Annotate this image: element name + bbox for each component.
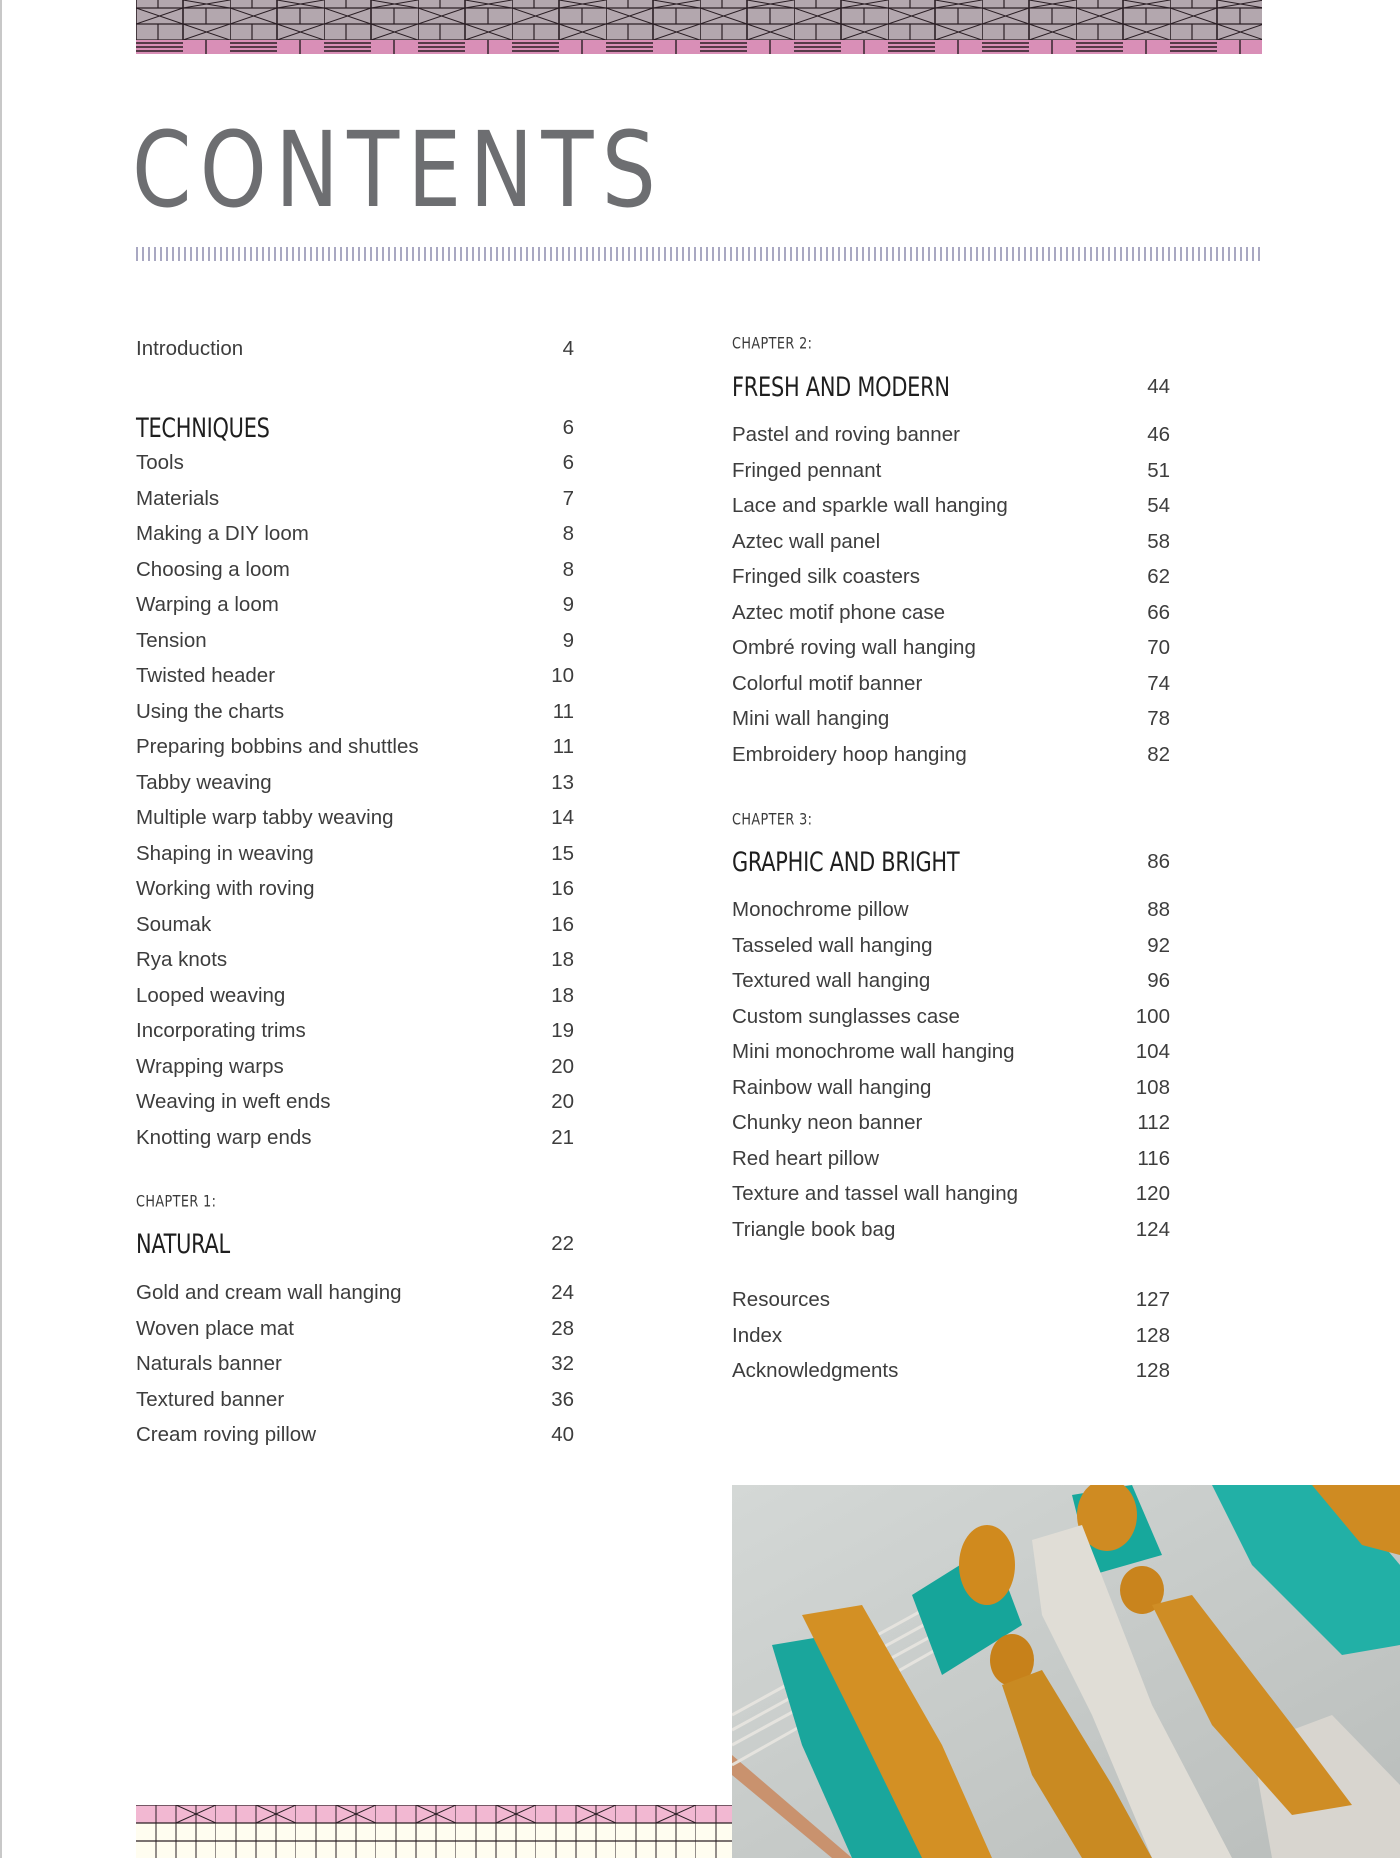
- toc-entry-page: 13: [551, 770, 574, 794]
- toc-entry[interactable]: [136, 1123, 574, 1153]
- toc-entry[interactable]: [136, 1420, 574, 1450]
- toc-entry[interactable]: [732, 491, 1170, 521]
- toc-entry[interactable]: [136, 1278, 574, 1308]
- toc-entry-acknowledgments[interactable]: [732, 1356, 1170, 1386]
- toc-entry[interactable]: [136, 1087, 574, 1117]
- section-page: 44: [1147, 375, 1170, 398]
- toc-entry-page: 14: [551, 806, 574, 829]
- toc-entry[interactable]: [732, 1108, 1170, 1138]
- toc-entry-page: 51: [1147, 458, 1170, 482]
- toc-entry-label: Rya knots: [136, 948, 228, 971]
- toc-entry-page: 124: [1135, 1217, 1170, 1241]
- section-heading-techniques[interactable]: [136, 410, 574, 446]
- toc-entry-label: Monochrome pillow: [732, 898, 909, 921]
- toc-entry-label: Aztec motif phone case: [732, 600, 946, 624]
- toc-entry-label: Using the charts: [136, 699, 285, 723]
- toc-entry[interactable]: [136, 1349, 574, 1379]
- section-page: 22: [551, 1232, 574, 1255]
- toc-entry-page: 108: [1135, 1075, 1170, 1099]
- toc-entry-label: Embroidery hoop hanging: [732, 742, 967, 766]
- toc-entry-page: 28: [551, 1316, 574, 1340]
- toc-entry-page: 92: [1147, 933, 1170, 957]
- title-tick-divider: [136, 247, 1262, 261]
- toc-entry[interactable]: [136, 803, 574, 833]
- page-title: CONTENTS: [132, 109, 665, 231]
- toc-entry-label: Working with roving: [136, 877, 315, 900]
- toc-entry-page: 21: [551, 1125, 574, 1149]
- toc-entry[interactable]: [732, 966, 1170, 996]
- toc-entry[interactable]: [732, 1179, 1170, 1209]
- toc-entry-resources[interactable]: [732, 1285, 1170, 1315]
- toc-entry-label: Tabby weaving: [136, 770, 272, 794]
- toc-entry-page: 36: [551, 1387, 574, 1411]
- toc-entry-page: 128: [1135, 1323, 1170, 1347]
- toc-entry[interactable]: [732, 420, 1170, 450]
- toc-entry-page: 54: [1147, 494, 1170, 517]
- toc-entry-page: 11: [552, 735, 574, 758]
- toc-entry-label: Index: [732, 1323, 783, 1347]
- toc-entry-page: 116: [1137, 1146, 1170, 1170]
- toc-entry-label: Pastel and roving banner: [732, 423, 960, 446]
- toc-entry-label: Wrapping warps: [136, 1054, 284, 1078]
- toc-entry[interactable]: [136, 910, 574, 940]
- toc-entry-label: Ombré roving wall hanging: [732, 636, 976, 659]
- toc-entry-label: Textured wall hanging: [732, 969, 931, 992]
- toc-entry[interactable]: [136, 1052, 574, 1082]
- toc-entry-page: 88: [1147, 898, 1170, 921]
- toc-entry-label: Texture and tassel wall hanging: [732, 1182, 1019, 1205]
- toc-entry-page: 11: [552, 699, 574, 723]
- toc-entry-label: Materials: [136, 486, 220, 510]
- toc-entry-page: 19: [551, 1019, 574, 1042]
- toc-entry-page: 16: [551, 877, 574, 900]
- toc-entry[interactable]: [732, 740, 1170, 770]
- toc-entry-page: 66: [1147, 600, 1170, 624]
- toc-entry-page: 18: [551, 983, 574, 1007]
- toc-entry-page: 8: [562, 522, 574, 545]
- toc-entry[interactable]: [732, 1037, 1170, 1067]
- section-heading-graphic-and-bright[interactable]: [732, 844, 1170, 880]
- bottom-weaving-chart-band: [136, 1805, 732, 1858]
- toc-entry[interactable]: [732, 527, 1170, 557]
- toc-entry-page: 8: [562, 557, 574, 581]
- toc-entry-page: 9: [562, 593, 574, 616]
- toc-entry-label: Mini wall hanging: [732, 707, 890, 730]
- toc-entry[interactable]: [732, 1002, 1170, 1032]
- toc-entry[interactable]: [136, 519, 574, 549]
- toc-entry-label: Cream roving pillow: [136, 1423, 317, 1446]
- toc-entry[interactable]: [732, 895, 1170, 925]
- toc-entry-page: 6: [562, 451, 574, 474]
- toc-entry[interactable]: [136, 448, 574, 478]
- toc-entry-label: Red heart pillow: [732, 1146, 879, 1170]
- section-title: TECHNIQUES: [136, 412, 270, 444]
- woven-wall-hanging-photo: [732, 1485, 1400, 1858]
- toc-entry-page: 10: [551, 664, 574, 687]
- toc-entry-label: Tension: [136, 628, 207, 652]
- toc-entry-label: Chunky neon banner: [732, 1111, 923, 1134]
- chapter-label: CHAPTER 2:: [732, 333, 813, 353]
- toc-entry[interactable]: [136, 1314, 574, 1344]
- toc-entry-label: Triangle book bag: [732, 1217, 896, 1241]
- toc-entry[interactable]: [732, 931, 1170, 961]
- toc-entry-label: Shaping in weaving: [136, 841, 314, 865]
- toc-entry-page: 40: [551, 1423, 574, 1446]
- section-page: 86: [1147, 850, 1170, 873]
- page-edge-line: [0, 0, 2, 1858]
- toc-entry-label: Fringed silk coasters: [732, 565, 920, 588]
- toc-entry-page: 32: [551, 1352, 574, 1375]
- section-title: GRAPHIC AND BRIGHT: [732, 846, 960, 878]
- weaving-chart-pattern-icon: [136, 0, 1262, 54]
- toc-entry[interactable]: [136, 590, 574, 620]
- chapter-label: CHAPTER 1:: [136, 1191, 217, 1211]
- toc-entry[interactable]: [136, 484, 574, 514]
- toc-entry-label: Incorporating trims: [136, 1019, 306, 1042]
- toc-entry-page: 46: [1147, 423, 1170, 446]
- toc-entry-label: Choosing a loom: [136, 557, 290, 581]
- toc-entry-page: 62: [1147, 565, 1170, 588]
- toc-entry-page: 7: [562, 486, 574, 510]
- toc-entry[interactable]: [732, 1073, 1170, 1103]
- toc-entry[interactable]: [136, 1385, 574, 1415]
- toc-entry-label: Resources: [732, 1288, 830, 1311]
- toc-entry-label: Custom sunglasses case: [732, 1004, 960, 1028]
- toc-entry[interactable]: [136, 697, 574, 727]
- chapter-label: CHAPTER 3:: [732, 809, 813, 829]
- toc-entry[interactable]: [136, 945, 574, 975]
- toc-entry-page: 20: [551, 1054, 574, 1078]
- toc-entry-page: 104: [1135, 1040, 1170, 1063]
- toc-entry-page: 24: [551, 1281, 574, 1304]
- toc-entry-label: Warping a loom: [136, 593, 279, 616]
- toc-entry[interactable]: [732, 562, 1170, 592]
- toc-entry-page: 78: [1147, 707, 1170, 730]
- toc-entry-label: Rainbow wall hanging: [732, 1075, 932, 1099]
- toc-entry[interactable]: [136, 874, 574, 904]
- toc-entry-page: 82: [1147, 742, 1170, 766]
- toc-entry[interactable]: [732, 669, 1170, 699]
- toc-entry-label: Looped weaving: [136, 983, 286, 1007]
- toc-entry[interactable]: [136, 732, 574, 762]
- section-title: NATURAL: [136, 1228, 230, 1260]
- toc-entry-page: 74: [1147, 671, 1170, 695]
- section-page: 6: [562, 416, 574, 439]
- toc-entry-label: Fringed pennant: [732, 458, 882, 482]
- toc-entry[interactable]: [136, 626, 574, 656]
- toc-entry[interactable]: [732, 456, 1170, 486]
- toc-entry-page: 120: [1135, 1182, 1170, 1205]
- top-weaving-chart-band: [136, 0, 1262, 54]
- toc-entry-label: Tasseled wall hanging: [732, 933, 933, 957]
- toc-entry-page: 15: [551, 841, 574, 865]
- toc-entry-label: Twisted header: [136, 664, 276, 687]
- toc-entry-label: Knotting warp ends: [136, 1125, 312, 1149]
- toc-entry-label: Naturals banner: [136, 1352, 282, 1375]
- toc-entry-page: 16: [551, 912, 574, 936]
- toc-entry-page: 58: [1147, 529, 1170, 553]
- toc-entry-page: 70: [1147, 636, 1170, 659]
- toc-entry-page: 96: [1147, 969, 1170, 992]
- toc-entry[interactable]: [732, 704, 1170, 734]
- toc-entry-label: Making a DIY loom: [136, 522, 309, 545]
- toc-entry-label: Gold and cream wall hanging: [136, 1281, 402, 1304]
- toc-entry-label: Woven place mat: [136, 1316, 295, 1340]
- toc-entry-label: Weaving in weft ends: [136, 1090, 331, 1113]
- section-heading-natural[interactable]: [136, 1226, 574, 1262]
- section-heading-fresh-and-modern[interactable]: [732, 369, 1170, 405]
- toc-entry-label: Multiple warp tabby weaving: [136, 806, 394, 829]
- toc-entry[interactable]: [732, 1215, 1170, 1245]
- toc-entry[interactable]: [732, 1144, 1170, 1174]
- toc-entry-page: 18: [551, 948, 574, 971]
- toc-entry[interactable]: [136, 1016, 574, 1046]
- toc-entry-page: 9: [562, 628, 574, 652]
- toc-entry-index[interactable]: [732, 1321, 1170, 1351]
- toc-entry-page: 4: [562, 337, 574, 360]
- toc-entry[interactable]: [732, 633, 1170, 663]
- toc-entry-label: Lace and sparkle wall hanging: [732, 494, 1008, 517]
- yarn-fringe-illustration-icon: [732, 1485, 1400, 1858]
- toc-entry[interactable]: [732, 598, 1170, 628]
- toc-entry-label: Introduction: [136, 337, 244, 360]
- toc-entry-label: Acknowledgments: [732, 1359, 899, 1382]
- toc-entry-page: 20: [551, 1090, 574, 1113]
- toc-entry-label: Colorful motif banner: [732, 671, 923, 695]
- toc-entry[interactable]: [136, 555, 574, 585]
- toc-entry-label: Soumak: [136, 912, 212, 936]
- toc-entry-introduction[interactable]: [136, 334, 574, 364]
- toc-entry-label: Textured banner: [136, 1387, 285, 1411]
- toc-entry-label: Mini monochrome wall hanging: [732, 1040, 1015, 1063]
- weaving-chart-pattern-icon: [136, 1805, 732, 1858]
- toc-entry-label: Aztec wall panel: [732, 529, 881, 553]
- toc-entry-page: 112: [1137, 1111, 1170, 1134]
- toc-entry[interactable]: [136, 661, 574, 691]
- toc-entry-label: Preparing bobbins and shuttles: [136, 735, 419, 758]
- toc-entry[interactable]: [136, 768, 574, 798]
- toc-entry[interactable]: [136, 839, 574, 869]
- toc-entry-page: 128: [1135, 1359, 1170, 1382]
- section-title: FRESH AND MODERN: [732, 371, 950, 403]
- toc-entry-page: 100: [1135, 1004, 1170, 1028]
- toc-entry[interactable]: [136, 981, 574, 1011]
- toc-entry-page: 127: [1135, 1288, 1170, 1311]
- toc-entry-label: Tools: [136, 451, 184, 474]
